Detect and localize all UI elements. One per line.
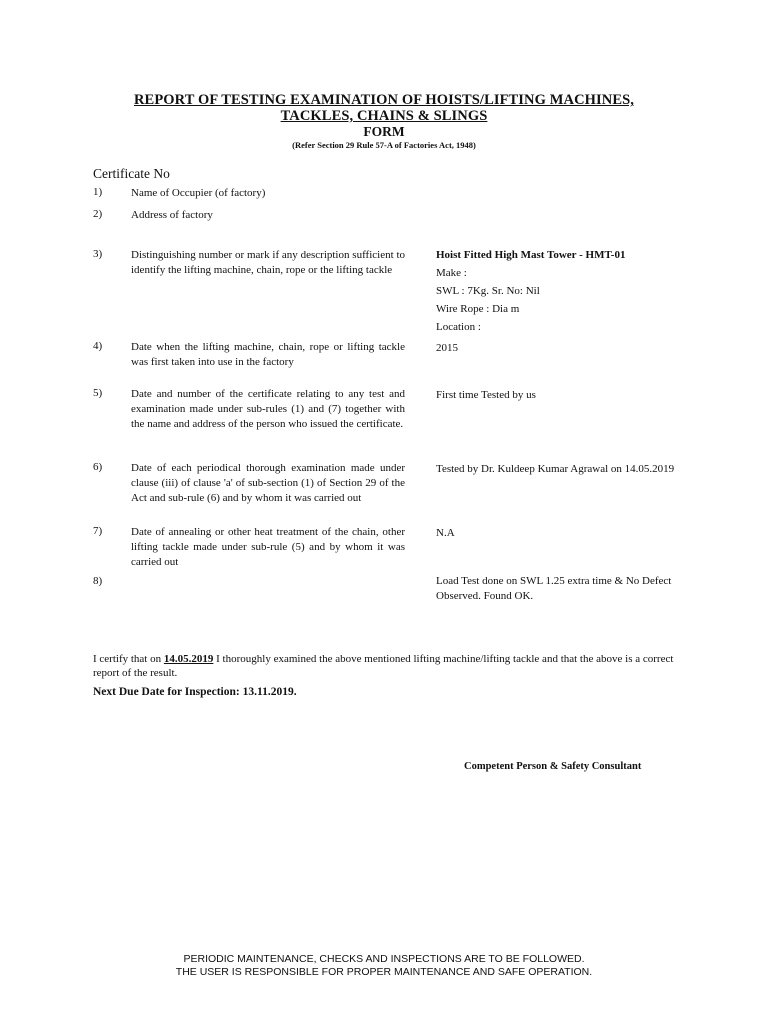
item-value: Load Test done on SWL 1.25 extra time & No Defect Observed. Found OK. [436, 575, 672, 602]
item-number: 3) [93, 248, 103, 260]
item-number: 5) [93, 387, 103, 399]
item-number: 2) [93, 208, 103, 220]
item-number: 7) [93, 525, 103, 537]
item-value: Tested by Dr. Kuldeep Kumar Agrawal on 14.05.2019 [436, 463, 675, 475]
item-number: 1) [93, 186, 103, 198]
item-number: 8) [93, 575, 103, 587]
certify-suffix: I thoroughly examined the above mentioned lifting machine/lifting tackle and that the above is a correct report of the result. [93, 653, 674, 679]
footer-notice [0, 953, 768, 979]
signature-title: Competent Person & Safety Consultant [464, 761, 642, 772]
footer-line1: PERIODIC MAINTENANCE, CHECKS AND INSPECTIONS ARE TO BE FOLLOWED. [183, 953, 585, 965]
item-value-block [436, 246, 706, 336]
equipment-name: Hoist Fitted High Mast Tower - HMT-01 [436, 249, 626, 261]
item-value: 2015 [436, 342, 458, 354]
report-title-line1: REPORT OF TESTING EXAMINATION OF HOISTS/LIFTING MACHINES, [133, 92, 635, 108]
item-number: 4) [93, 340, 103, 352]
certification-statement [93, 652, 687, 680]
item-description: Address of factory [131, 209, 213, 221]
examination-date: 14.05.2019 [163, 653, 214, 665]
item-value: First time Tested by us [436, 389, 536, 401]
equipment-make: Make : [436, 267, 467, 279]
equipment-wire-rope: Wire Rope : Dia m [436, 303, 520, 315]
form-label: FORM [363, 124, 405, 139]
item-description: Date of annealing or other heat treatment of the chain, other lifting tackle made under sub-rule (5) and by whom it was carried out [131, 526, 405, 568]
footer-line2: THE USER IS RESPONSIBLE FOR PROPER MAINTENANCE AND SAFE OPERATION. [175, 966, 593, 978]
item-description: Distinguishing number or mark if any description sufficient to identify the lifting machine, chain, rope or the lifting tackle [131, 249, 405, 276]
item-number: 6) [93, 461, 103, 473]
next-due-date: Next Due Date for Inspection: 13.11.2019. [93, 686, 297, 698]
item-value: N.A [436, 527, 455, 539]
equipment-swl: SWL : 7Kg. Sr. No: Nil [436, 285, 540, 297]
certify-prefix: I certify that on [93, 653, 164, 665]
item-description: Name of Occupier (of factory) [131, 187, 266, 199]
item-description: Date and number of the certificate relating to any test and examination made under sub-rules (1) and (7) together with the name and address of the person who issued the certificate. [131, 388, 405, 430]
item-description: Date of each periodical thorough examination made under clause (iii) of clause 'a' of sub-section (1) of Section 29 of the Act and sub-rule (6) and by whom it was carried out [131, 462, 405, 504]
item-description: Date when the lifting machine, chain, rope or lifting tackle was first taken into use in the factory [131, 341, 405, 368]
legal-reference: (Refer Section 29 Rule 57-A of Factories Act, 1948) [292, 140, 476, 150]
equipment-location: Location : [436, 321, 481, 333]
certificate-number-label: Certificate No [93, 166, 170, 181]
report-title-line2: TACKLES, CHAINS & SLINGS [280, 108, 488, 124]
